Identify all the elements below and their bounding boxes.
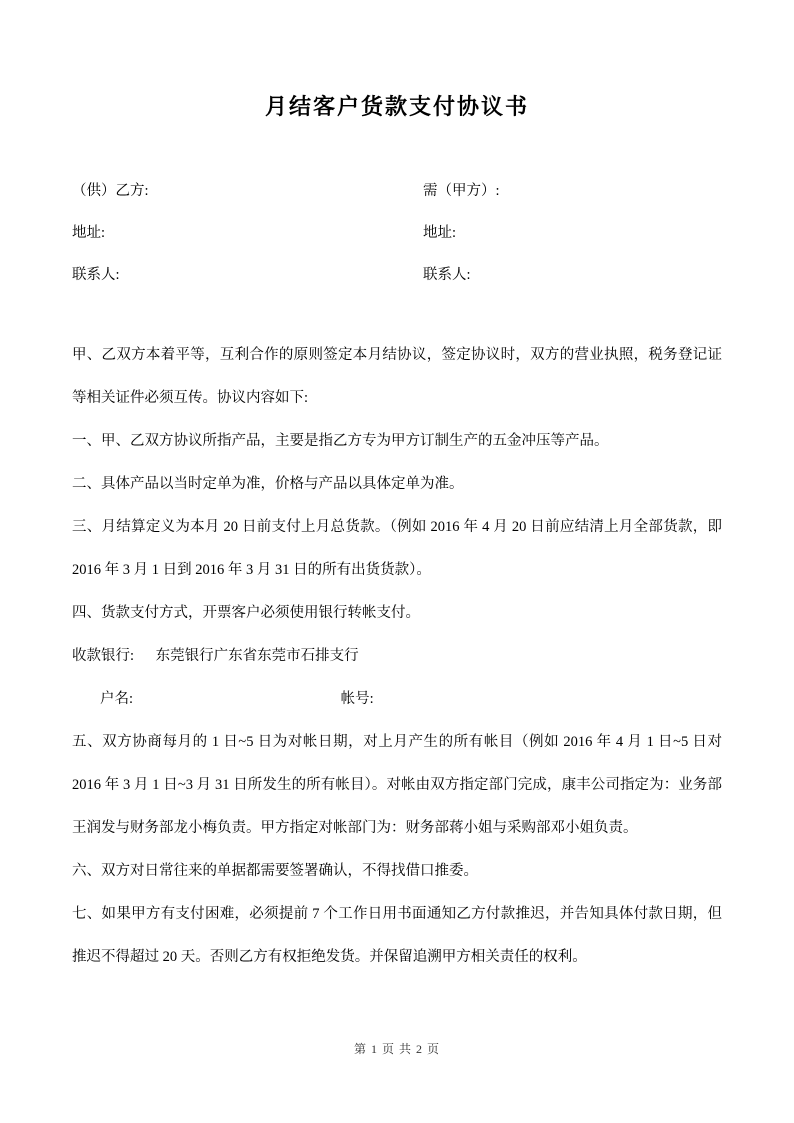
clause-1: 一、甲、乙双方协议所指产品，主要是指乙方专为甲方订制生产的五金冲压等产品。 [72, 433, 609, 449]
account-name-label: 户名: [100, 691, 134, 707]
account-line [72, 678, 722, 721]
clause-5: 五、双方协商每月的 1 日~5 日为对帐日期，对上月产生的所有帐目（例如 2016 年 4 月 1 日~5 日对 2016 年 3 月 1 日~3 月 31 日所发生的所有帐目）。对帐由双方指定部门完成，康丰公司指定为：业务部王润发与财务部龙小梅负责。甲方指定对帐部门为：财务部蒋小姐与采购部邓小姐负责。 [72, 734, 722, 836]
clause-3: 三、月结算定义为本月 20 日前支付上月总货款。（例如 2016 年 4 月 20 日前应结清上月全部货款，即 2016 年 3 月 1 日到 2016 年 3 月 31 日的所有出货货款）。 [72, 519, 722, 578]
buyer-party-label: 需（甲方）: [423, 183, 500, 199]
agreement-body [72, 334, 722, 979]
document-title: 月结客户货款支付协议书 [264, 94, 529, 119]
clause-4: 四、货款支付方式，开票客户必须使用银行转帐支付。 [72, 605, 420, 621]
intro-paragraph: 甲、乙双方本着平等，互利合作的原则签定本月结协议，签定协议时，双方的营业执照，税务登记证等相关证件必须互传。协议内容如下: [72, 347, 722, 406]
clause-2: 二、具体产品以当时定单为准，价格与产品以具体定单为准。 [72, 476, 464, 492]
field-row-address [72, 212, 722, 254]
bank-label: 收款银行: [72, 648, 135, 664]
field-row-contact [72, 254, 722, 296]
clause-7: 七、如果甲方有支付困难，必须提前 7 个工作日用书面通知乙方付款推迟，并告知具体付款日期，但推迟不得超过 20 天。否则乙方有权拒绝发货。并保留追溯甲方相关责任的权利。 [72, 906, 722, 965]
page-number-footer: 第 1 页 共 2 页 [353, 1042, 440, 1056]
party-fields [72, 170, 722, 296]
supplier-party-label: （供）乙方: [72, 183, 149, 199]
supplier-address-label: 地址: [72, 225, 106, 241]
buyer-contact-label: 联系人: [423, 267, 471, 283]
bank-line [72, 635, 722, 678]
account-number-label: 帐号: [340, 691, 374, 707]
buyer-address-label: 地址: [423, 225, 457, 241]
bank-value: 东莞银行广东省东莞市石排支行 [155, 648, 359, 664]
supplier-contact-label: 联系人: [72, 267, 120, 283]
clause-6: 六、双方对日常往来的单据都需要签署确认，不得找借口推委。 [72, 863, 478, 879]
field-row-parties [72, 170, 722, 212]
